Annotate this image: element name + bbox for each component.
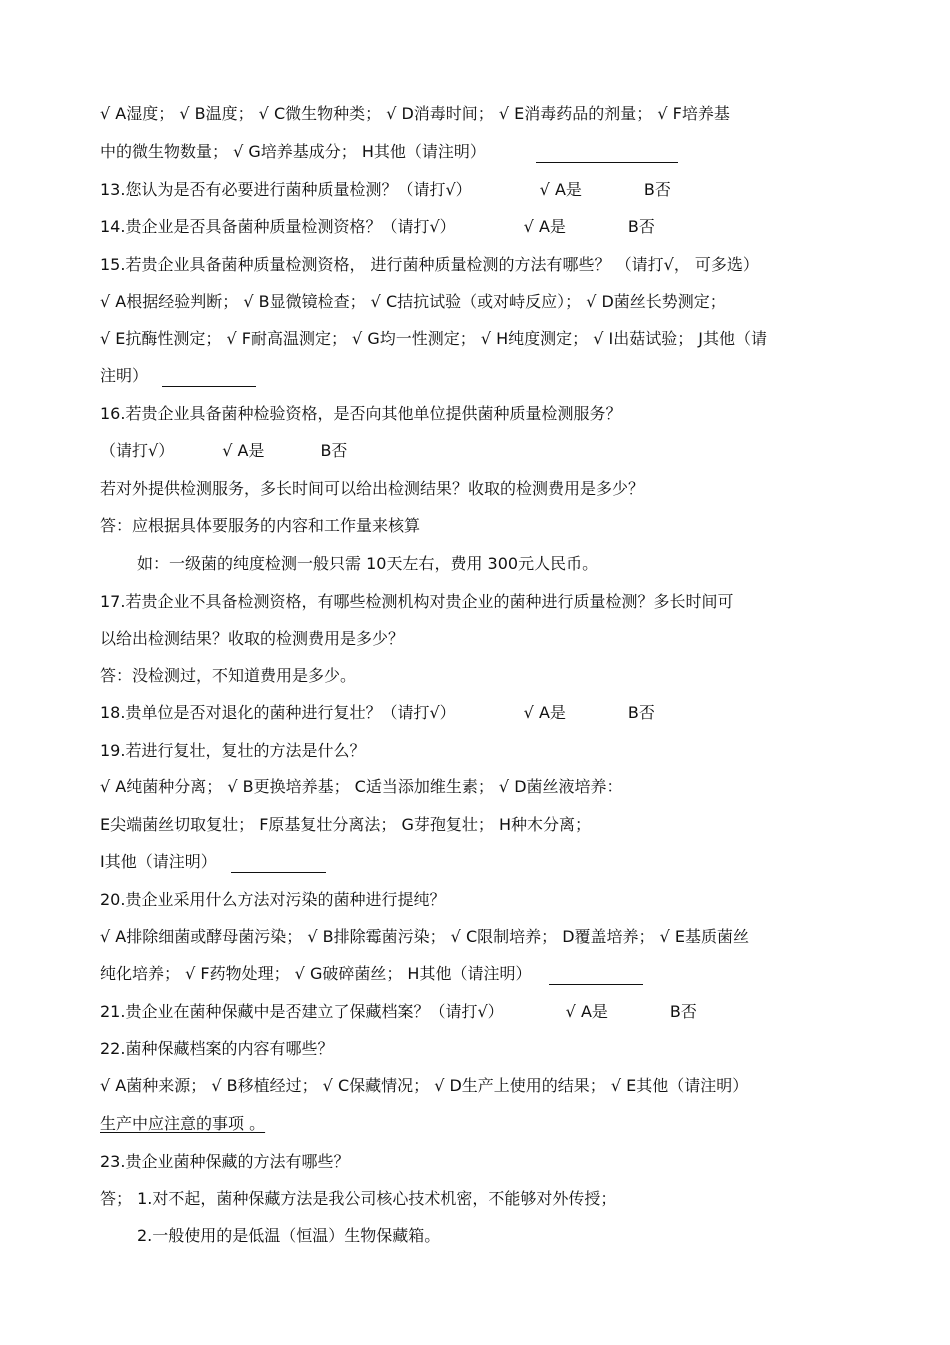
option-a-yes: √ A是 — [222, 441, 265, 460]
question-22: 22.菌种保藏档案的内容有哪些？ — [100, 1039, 334, 1058]
q16-followup: 若对外提供检测服务，多长时间可以给出检测结果？收取的检测费用是多少？ — [100, 479, 645, 498]
q22-options: √ A菌种来源； √ B移植经过； √ C保藏情况； √ D生产上使用的结果； √ E其他（请注明） — [100, 1076, 749, 1095]
q15-options-line-1: √ A根据经验判断； √ B显微镜检查； √ C拮抗试验（或对峙反应）； √ D菌丝长势测定； — [100, 292, 726, 311]
question-19: 19.若进行复壮，复壮的方法是什么？ — [100, 741, 366, 760]
option-b-no: B否 — [643, 180, 671, 199]
question-17-line-1: 17.若贵企业不具备检测资格，有哪些检测机构对贵企业的菌种进行质量检测？多长时间可 — [100, 592, 734, 611]
q19-options-line-3: I其他（请注明） — [100, 851, 855, 873]
option-b-no: B否 — [320, 441, 348, 460]
question-13: 13.您认为是否有必要进行菌种质量检测？（请打√） √ A是 B否 — [100, 180, 671, 199]
question-20: 20.贵企业采用什么方法对污染的菌种进行提纯？ — [100, 890, 446, 909]
q23-answer-1: 答； 1.对不起，菌种保藏方法是我公司核心技术机密，不能够对外传授； — [100, 1189, 617, 1208]
q17-answer: 答：没检测过，不知道费用是多少。 — [100, 666, 357, 685]
question-21: 21.贵企业在菌种保藏中是否建立了保藏档案？（请打√） √ A是 B否 — [100, 1002, 697, 1021]
question-15: 15.若贵企业具备菌种质量检测资格， 进行菌种质量检测的方法有哪些？ （请打√， 可多选） — [100, 255, 759, 274]
question-16: 16.若贵企业具备菌种检验资格，是否向其他单位提供菌种质量检测服务？ — [100, 404, 622, 423]
question-23: 23.贵企业菌种保藏的方法有哪些？ — [100, 1152, 350, 1171]
question-14: 14.贵企业是否具备菌种质量检测资格？（请打√） √ A是 B否 — [100, 217, 655, 236]
option-a-yes: √ A是 — [523, 217, 566, 236]
answer-blank — [549, 968, 643, 985]
answer-blank — [536, 146, 678, 163]
q19-options-line-1: √ A纯菌种分离； √ B更换培养基； C适当添加维生素； √ D菌丝液培养： — [100, 777, 623, 796]
q19-options-line-2: E尖端菌丝切取复壮； F原基复壮分离法； G芽孢复壮； H种木分离； — [100, 815, 592, 834]
answer-blank — [231, 856, 326, 873]
answer-blank — [162, 370, 256, 387]
option-a-yes: √ A是 — [539, 180, 582, 199]
option-b-no: B否 — [627, 703, 655, 722]
q12-options-line-1: √ A湿度； √ B温度； √ C微生物种类； √ D消毒时间； √ E消毒药品的剂量； √ F培养基 — [100, 104, 730, 123]
q16-answer: 答：应根据具体要服务的内容和工作量来核算 — [100, 516, 421, 535]
q22-other-answer: 生产中应注意的事项 。 — [100, 1114, 266, 1133]
q15-options-line-3: 注明） — [100, 365, 855, 387]
option-b-no: B否 — [669, 1002, 697, 1021]
question-17-line-2: 以给出检测结果？收取的检测费用是多少？ — [100, 629, 405, 648]
option-b-no: B否 — [627, 217, 655, 236]
q16-answer-example: 如：一级菌的纯度检测一般只需 10天左右，费用 300元人民币。 — [137, 554, 599, 573]
question-18: 18.贵单位是否对退化的菌种进行复壮？（请打√） √ A是 B否 — [100, 703, 655, 722]
q20-options-line-1: √ A排除细菌或酵母菌污染； √ B排除霉菌污染； √ C限制培养； D覆盖培养； √ E基质菌丝 — [100, 927, 749, 946]
q12-options-line-2: 中的微生物数量； √ G培养基成分； H其他（请注明） — [100, 141, 855, 163]
q15-options-line-2: √ E抗酶性测定； √ F耐高温测定； √ G均一性测定； √ H纯度测定； √ I出菇试验； J其他（请 — [100, 329, 768, 348]
option-a-yes: √ A是 — [523, 703, 566, 722]
option-a-yes: √ A是 — [565, 1002, 608, 1021]
q16-options: （请打√） √ A是 B否 — [100, 441, 348, 460]
q23-answer-2: 2.一般使用的是低温（恒温）生物保藏箱。 — [137, 1226, 441, 1245]
q20-options-line-2: 纯化培养； √ F药物处理； √ G破碎菌丝； H其他（请注明） — [100, 963, 855, 985]
